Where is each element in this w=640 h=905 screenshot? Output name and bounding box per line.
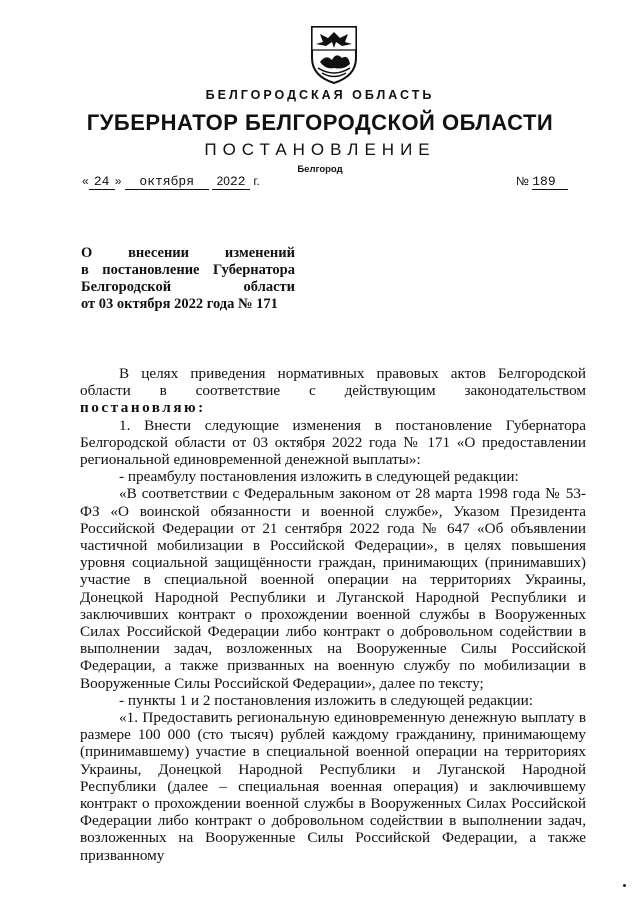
city-name: Белгород (297, 164, 343, 175)
issuer-title: ГУБЕРНАТОР БЕЛГОРОДСКОЙ ОБЛАСТИ (86, 110, 554, 135)
body-paragraph: - пункты 1 и 2 постановления изложить в следующей редакции: (119, 691, 534, 709)
document-type: ПОСТАНОВЛЕНИЕ (204, 140, 436, 159)
subject-line: Белгородской области (81, 279, 295, 295)
document-subject (81, 245, 295, 313)
body-paragraph: «В соответствии с Федеральным законом от 28 марта 1998 года № 53-ФЗ «О воинской обязанности и военной службе», Указом Президента Российской Федерации от 21 сентября 2022 года № 647 «Об объявлении частичной мобилизации в Российской Федерации», в целях повышения уровня социальной защищённости граждан, принимающих (принимавших) участие в специальной военной операции на территориях Украины, Донецкой Народной Республики и Луганской Народной Республики и заключивших контракт о прохождении военной службы в Вооруженных Силах Российской Федерации либо контракт о добровольном содействии в выполнении задач, возложенных на Вооруженные Силы Российской Федерации, а также призванных на военную службу по мобилизации в Вооруженные Силы Российской Федерации», далее по тексту; (80, 485, 586, 692)
date-year-label: г. (253, 174, 260, 188)
date-day: 24 (89, 175, 115, 190)
coat-of-arms-emblem (306, 24, 362, 86)
subject-line: О внесении изменений (81, 245, 295, 261)
document-body (80, 365, 586, 864)
document-date (82, 174, 260, 190)
document-number (516, 174, 568, 190)
body-paragraph: - преамбулу постановления изложить в следующей редакции: (119, 468, 519, 486)
body-paragraph: 1. Внести следующие изменения в постановление Губернатора Белгородской области от 03 октября 2022 года № 171 «О предоставлении региональной единовременной денежной выплаты»: (80, 416, 586, 469)
scan-speck (623, 884, 626, 887)
date-close-quote: » (114, 174, 122, 188)
region-name: БЕЛГОРОДСКАЯ ОБЛАСТЬ (205, 88, 435, 102)
body-paragraph-text: В целях приведения нормативных правовых актов Белгородской области в соответствие с действующим законодательством (80, 365, 586, 400)
subject-line: в постановление Губернатора (81, 262, 295, 278)
decree-keyword: постановляю: (80, 399, 206, 417)
date-year (212, 174, 250, 190)
body-paragraph (80, 365, 586, 417)
date-year-suffix: 22 (229, 174, 246, 189)
number-label: № (516, 174, 529, 188)
date-year-prefix: 20 (216, 174, 230, 188)
date-month: октября (125, 175, 209, 190)
date-open-quote: « (82, 174, 89, 188)
body-paragraph: «1. Предоставить региональную единовременную денежную выплату в размере 100 000 (сто тысяч) рублей каждому гражданину, принимающему (принимавшему) участие в специальной военной операции на территориях Украины, Донецкой Народной Республики и Луганской Народной Республики (далее – специальная военная операция) и заключившему контракт о прохождении военной службы в Вооруженных Силах Российской Федерации либо контракт о добровольном содействии в выполнении задач, возложенных на Вооруженные Силы Российской Федерации, а также призванному (80, 709, 586, 864)
number-value: 189 (532, 175, 568, 190)
subject-line: от 03 октября 2022 года № 171 (81, 296, 278, 312)
